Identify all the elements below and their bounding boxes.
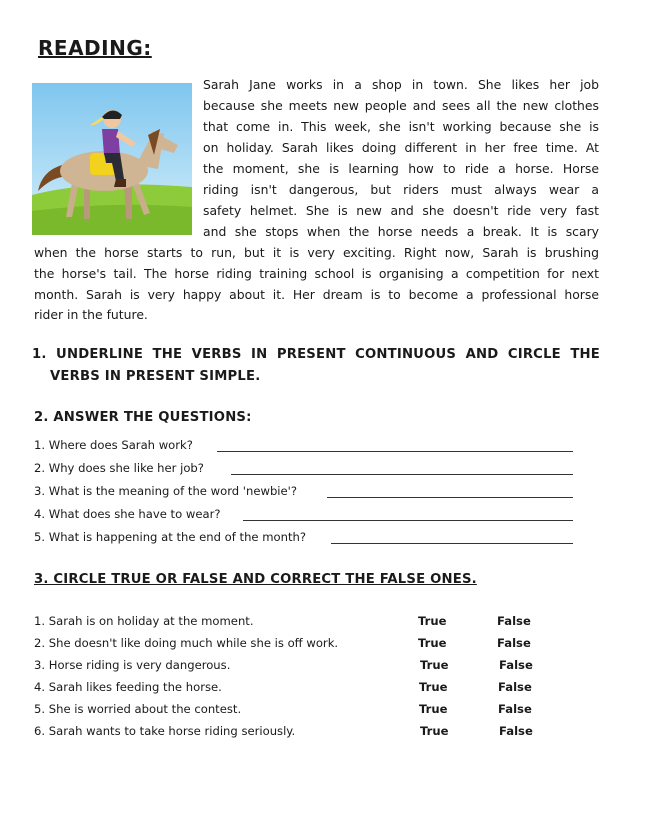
passage-line: the horse's tail. The horse riding training school is organising a competition for next — [34, 266, 599, 281]
question-item: 5. What is happening at the end of the month? — [34, 530, 307, 544]
section2-heading: 2. ANSWER THE QUESTIONS: — [34, 410, 252, 425]
statement-item: 3. Horse riding is very dangerous. — [34, 658, 231, 672]
section1-instruction-line1: 1. UNDERLINE THE VERBS IN PRESENT CONTINUOUS AND CIRCLE THE — [32, 347, 600, 362]
false-option[interactable]: False — [497, 636, 531, 650]
question-item: 2. Why does she like her job? — [34, 461, 204, 475]
answer-line[interactable] — [243, 520, 573, 521]
passage-line: when the horse starts to run, but it is very exciting. Right now, Sarah is brushing — [34, 245, 599, 260]
answer-line[interactable] — [331, 543, 573, 544]
passage-line: because she meets new people and sees all the new clothes — [203, 98, 599, 113]
false-option[interactable]: False — [498, 702, 532, 716]
statement-item: 5. She is worried about the contest. — [34, 702, 242, 716]
passage-line: the moment, she is learning how to ride a horse. Horse — [203, 161, 599, 176]
passage-line: Sarah Jane works in a shop in town. She likes her job — [203, 77, 599, 92]
passage-line: that come in. This week, she isn't working because she is — [203, 119, 599, 134]
passage-line: riding isn't dangerous, but riders must always wear a — [203, 182, 599, 197]
question-item: 1. Where does Sarah work? — [34, 438, 193, 452]
statement-item: 2. She doesn't like doing much while she is off work. — [34, 636, 339, 650]
section3-heading: 3. CIRCLE TRUE OR FALSE AND CORRECT THE FALSE ONES. — [34, 572, 477, 587]
false-option[interactable]: False — [499, 658, 533, 672]
section1-instruction-line2: VERBS IN PRESENT SIMPLE. — [50, 369, 261, 384]
true-option[interactable]: True — [420, 658, 449, 672]
horse-rider-illustration — [32, 83, 192, 235]
statement-item: 4. Sarah likes feeding the horse. — [34, 680, 222, 694]
true-option[interactable]: True — [418, 614, 447, 628]
answer-line[interactable] — [217, 451, 573, 452]
true-option[interactable]: True — [419, 680, 448, 694]
true-option[interactable]: True — [420, 724, 449, 738]
question-item: 4. What does she have to wear? — [34, 507, 221, 521]
passage-line: safety helmet. She is new and she doesn't ride very fast — [203, 203, 599, 218]
passage-line: on holiday. Sarah likes doing different in her free time. At — [203, 140, 599, 155]
answer-line[interactable] — [231, 474, 573, 475]
true-option[interactable]: True — [419, 702, 448, 716]
true-option[interactable]: True — [418, 636, 447, 650]
false-option[interactable]: False — [497, 614, 531, 628]
false-option[interactable]: False — [499, 724, 533, 738]
passage-line: rider in the future. — [34, 307, 148, 322]
page-title: READING: — [38, 36, 152, 60]
answer-line[interactable] — [327, 497, 573, 498]
false-option[interactable]: False — [498, 680, 532, 694]
statement-item: 6. Sarah wants to take horse riding seriously. — [34, 724, 296, 738]
question-item: 3. What is the meaning of the word 'newbie'? — [34, 484, 298, 498]
statement-item: 1. Sarah is on holiday at the moment. — [34, 614, 254, 628]
passage-line: and she stops when the horse needs a break. It is scary — [203, 224, 599, 239]
passage-line: month. Sarah is very happy about it. Her dream is to become a professional horse — [34, 287, 599, 302]
